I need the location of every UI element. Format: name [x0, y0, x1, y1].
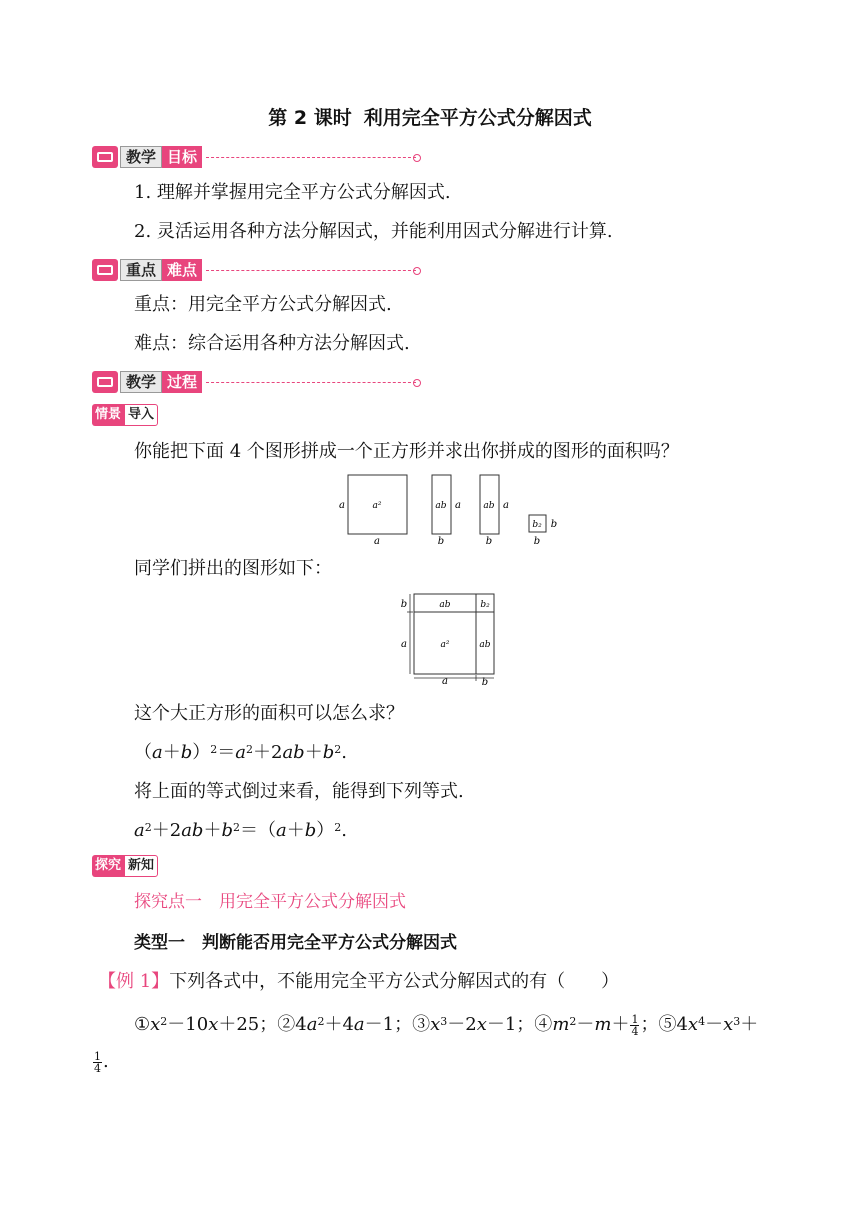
book-stack-icon [92, 371, 118, 393]
dashed-divider [206, 382, 416, 383]
goal-2: 2. 灵活运用各种方法分解因式，并能利用因式分解进行计算. [134, 221, 613, 242]
example-label: 【例 1】 [98, 971, 170, 992]
book-stack-icon [92, 259, 118, 281]
equation-square-expansion: $(a+b)^2=a^2+2ab+b^2$. [134, 742, 347, 763]
tag-label-main: 探究 [92, 855, 124, 877]
equation-factorization: $a^2+2ab+b^2=(a+b)^2$. [134, 820, 347, 841]
dashed-divider [206, 270, 416, 271]
section-label-accent: 过程 [162, 371, 202, 393]
rect2-label: ab [483, 501, 495, 511]
page-title [0, 103, 860, 130]
big-square-side: a [339, 500, 345, 511]
key-focus: 重点：用完全平方公式分解因式. [134, 294, 392, 315]
fraction-quarter [630, 1014, 639, 1037]
rect2-side: a [503, 500, 509, 511]
section-header-goals [92, 145, 416, 169]
pieces-figure [330, 470, 570, 550]
students-text: 同学们拼出的图形如下： [134, 558, 332, 579]
tag-label-sub: 新知 [124, 855, 158, 877]
explore-point-heading: 探究点一 用完全平方公式分解因式 [134, 892, 406, 912]
tag-label-sub: 导入 [124, 404, 158, 426]
lesson-number: 第 2 课时 [268, 107, 352, 129]
reverse-text: 将上面的等式倒过来看，能得到下列等式. [134, 781, 464, 802]
rect1-label: ab [435, 501, 447, 511]
big-square-label: a² [372, 501, 382, 511]
example-1 [98, 970, 619, 994]
small-square-bottom: b [533, 536, 541, 547]
type-heading: 类型一 判断能否用完全平方公式分解因式 [134, 933, 457, 953]
bottom-a-label: a [442, 676, 448, 686]
small-square-side: b [550, 519, 558, 530]
example-expressions: $①x^2-10x+25$；$②4a^2+4a-1$；$③x^3-2x-1$；$④m^2-m+$ $\frac{1}{4}$ ；$⑤4x^4-x^3+$ [134, 1012, 759, 1038]
fraction-numerator: 1 [94, 1049, 101, 1063]
dashed-divider [206, 157, 416, 158]
top-middle-label: ab [439, 600, 451, 610]
lesson-topic: 利用完全平方公式分解因式 [363, 107, 592, 129]
section-header-process [92, 370, 416, 394]
intro-question: 你能把下面 4 个图形拼成一个正方形并求出你拼成的图形的面积吗？ [134, 441, 679, 462]
rect1-side: a [455, 500, 461, 511]
fraction-numerator: 1 [631, 1012, 639, 1026]
section-label-main: 教学 [120, 371, 162, 393]
fraction-denominator: 4 [631, 1024, 639, 1038]
big-square-bottom: a [374, 536, 380, 547]
key-difficulty: 难点：综合运用各种方法分解因式. [134, 333, 410, 354]
bottom-b-label: b [481, 677, 489, 686]
area-question: 这个大正方形的面积可以怎么求？ [134, 703, 404, 724]
example-text: 下列各式中，不能用完全平方公式分解因式的有（ ） [169, 971, 620, 992]
top-right-label: b₂ [480, 600, 490, 610]
section-label-accent: 目标 [162, 146, 202, 168]
fraction-quarter [93, 1051, 102, 1074]
section-header-keypoints [92, 258, 416, 282]
book-stack-icon [92, 146, 118, 168]
fraction-denominator: 4 [94, 1061, 101, 1075]
rect1-bottom: b [437, 536, 445, 547]
section-label-main: 重点 [120, 259, 162, 281]
left-a-label: a [401, 639, 407, 650]
intro-tag [92, 404, 158, 426]
section-label-main: 教学 [120, 146, 162, 168]
goal-1: 1. 理解并掌握用完全平方公式分解因式. [134, 182, 451, 203]
center-label: a² [440, 640, 450, 650]
explore-tag [92, 855, 158, 877]
assembled-square-figure [396, 590, 506, 686]
right-middle-label: ab [479, 640, 491, 650]
small-square-label: b₂ [532, 520, 542, 530]
example-expressions-continued: $\frac{1}{4}$ . [94, 1049, 109, 1075]
tag-label-main: 情景 [92, 404, 124, 426]
section-label-accent: 难点 [162, 259, 202, 281]
left-b-label: b [400, 599, 408, 610]
rect2-bottom: b [485, 536, 493, 547]
